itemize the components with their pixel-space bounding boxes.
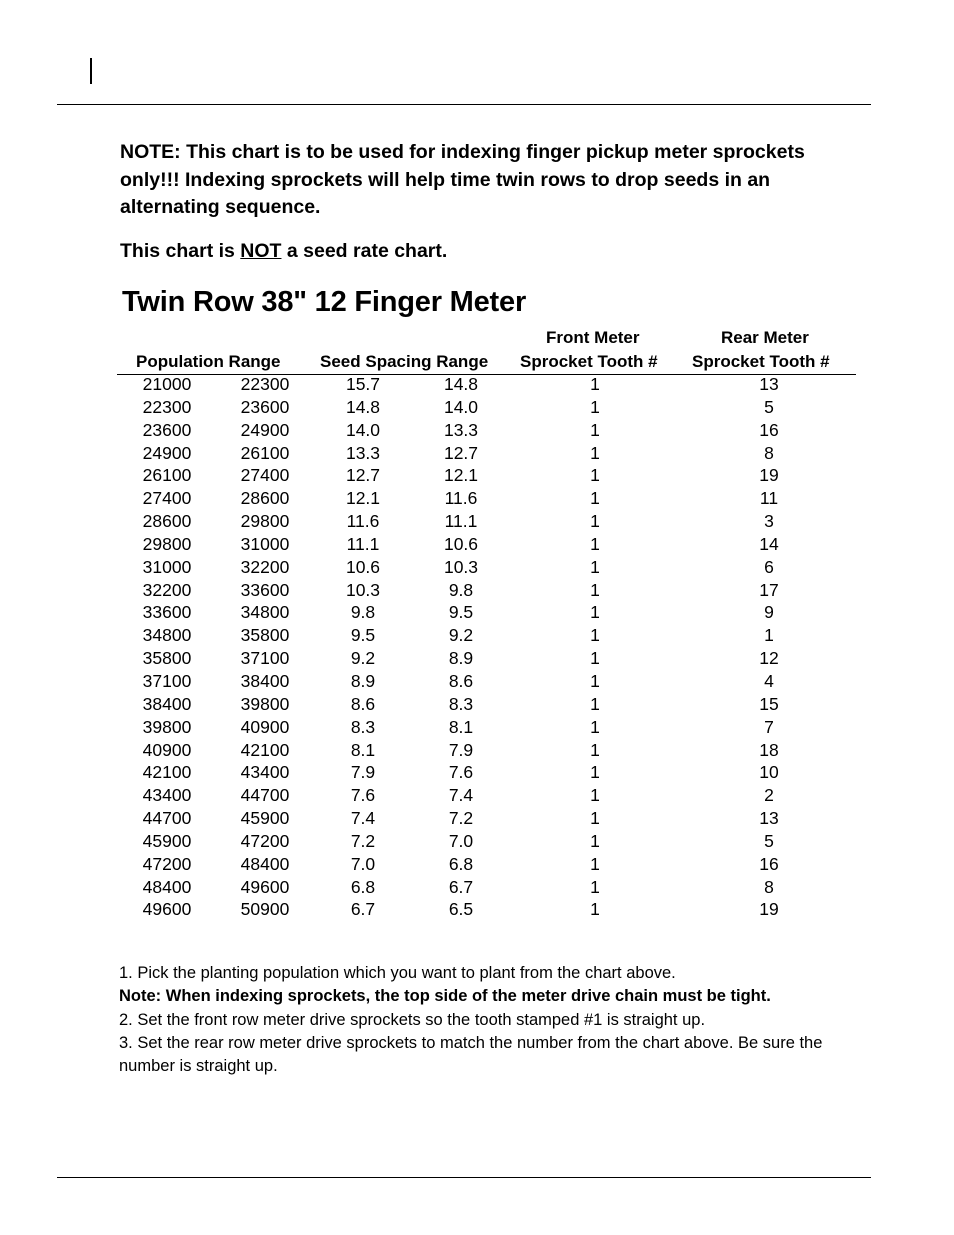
- spacing-from-cell: 8.9: [350, 670, 376, 691]
- front-sprocket-tooth-cell: 1: [590, 716, 600, 737]
- front-sprocket-tooth-cell: 1: [590, 602, 600, 623]
- rear-sprocket-tooth-cell: 12: [759, 648, 779, 669]
- population-from-cell: 49600: [142, 899, 192, 920]
- front-sprocket-tooth-cell: 1: [590, 556, 600, 577]
- header-front-sprocket: Sprocket Tooth #: [520, 352, 658, 371]
- spacing-to-cell: 6.8: [448, 853, 474, 874]
- population-from-cell: 33600: [142, 602, 192, 623]
- table-row: [0, 442, 954, 465]
- spacing-to-cell: 9.5: [448, 602, 474, 623]
- rear-sprocket-tooth-cell: 14: [759, 533, 779, 554]
- indexing-note: NOTE: This chart is to be used for indexing finger pickup meter sprockets only!!! Indexing sprockets will help time twin rows to drop seeds in an alternating sequence.: [120, 141, 805, 218]
- front-sprocket-tooth-cell: 1: [590, 762, 600, 783]
- table-row: [0, 670, 954, 693]
- spacing-to-cell: 11.1: [444, 511, 478, 532]
- table-row: [0, 373, 954, 396]
- spacing-from-cell: 11.1: [346, 533, 380, 554]
- spacing-from-cell: 9.8: [350, 602, 376, 623]
- not-seed-rate-note: [120, 240, 447, 263]
- front-sprocket-tooth-cell: 1: [590, 830, 600, 851]
- spacing-from-cell: 11.6: [346, 511, 380, 532]
- population-to-cell: 50900: [240, 899, 290, 920]
- front-sprocket-tooth-cell: 1: [590, 396, 600, 417]
- population-from-cell: 43400: [142, 785, 192, 806]
- header-population-range: Population Range: [136, 352, 281, 371]
- front-sprocket-tooth-cell: 1: [590, 419, 600, 440]
- table-row: [0, 739, 954, 762]
- header-front-meter: Front Meter: [546, 328, 640, 347]
- front-sprocket-tooth-cell: 1: [590, 374, 600, 394]
- spacing-to-cell: 7.2: [448, 808, 474, 829]
- header-rear-sprocket: Sprocket Tooth #: [692, 352, 830, 371]
- chart-title: Twin Row 38" 12 Finger Meter: [122, 286, 527, 318]
- spacing-to-cell: 12.7: [443, 442, 479, 463]
- table-row: [0, 807, 954, 830]
- spacing-from-cell: 12.7: [345, 465, 381, 486]
- rear-sprocket-tooth-cell: 19: [759, 899, 779, 920]
- population-to-cell: 37100: [240, 648, 290, 669]
- table-row: [0, 601, 954, 624]
- front-sprocket-tooth-cell: 1: [590, 808, 600, 829]
- population-to-cell: 39800: [240, 693, 290, 714]
- front-sprocket-tooth-cell: 1: [590, 648, 600, 669]
- rear-sprocket-tooth-cell: 8: [764, 442, 774, 463]
- population-to-cell: 33600: [240, 579, 290, 600]
- spacing-to-cell: 6.7: [448, 876, 474, 897]
- population-to-cell: 32200: [240, 556, 290, 577]
- rear-sprocket-tooth-cell: 3: [764, 511, 774, 532]
- front-sprocket-tooth-cell: 1: [590, 488, 600, 509]
- front-sprocket-tooth-cell: 1: [590, 579, 600, 600]
- spacing-to-cell: 13.3: [443, 419, 479, 440]
- header-rear-meter: Rear Meter: [721, 328, 809, 347]
- population-from-cell: 42100: [142, 762, 192, 783]
- rear-sprocket-tooth-cell: 16: [759, 853, 779, 874]
- spacing-to-cell: 12.1: [443, 465, 479, 486]
- front-sprocket-tooth-cell: 1: [590, 785, 600, 806]
- population-from-cell: 27400: [142, 488, 192, 509]
- population-to-cell: 42100: [240, 739, 290, 760]
- spacing-from-cell: 7.0: [350, 853, 376, 874]
- header-seed-spacing-range: Seed Spacing Range: [320, 352, 489, 371]
- spacing-to-cell: 8.9: [448, 648, 474, 669]
- sprocket-table-body: [0, 373, 954, 921]
- spacing-from-cell: 9.5: [350, 625, 376, 646]
- rear-sprocket-tooth-cell: 13: [759, 374, 779, 394]
- population-to-cell: 48400: [240, 853, 290, 874]
- front-sprocket-tooth-cell: 1: [590, 739, 600, 760]
- population-to-cell: 31000: [240, 533, 290, 554]
- front-sprocket-tooth-cell: 1: [590, 625, 600, 646]
- table-row: [0, 761, 954, 784]
- spacing-from-cell: 13.3: [345, 442, 381, 463]
- table-row: [0, 647, 954, 670]
- rear-sprocket-tooth-cell: 7: [764, 716, 774, 737]
- spacing-from-cell: 7.4: [350, 808, 376, 829]
- spacing-from-cell: 8.1: [350, 739, 376, 760]
- population-from-cell: 23600: [142, 419, 192, 440]
- front-sprocket-tooth-cell: 1: [590, 853, 600, 874]
- table-row: [0, 624, 954, 647]
- population-from-cell: 32200: [142, 579, 192, 600]
- spacing-to-cell: 7.6: [448, 762, 474, 783]
- spacing-to-cell: 14.8: [443, 374, 479, 394]
- population-from-cell: 26100: [142, 465, 192, 486]
- subnote-underlined: NOT: [240, 240, 282, 262]
- table-row: [0, 784, 954, 807]
- population-to-cell: 29800: [240, 511, 290, 532]
- population-from-cell: 40900: [142, 739, 192, 760]
- table-row: [0, 510, 954, 533]
- population-to-cell: 23600: [240, 396, 290, 417]
- front-sprocket-tooth-cell: 1: [590, 465, 600, 486]
- spacing-to-cell: 9.2: [448, 625, 474, 646]
- population-to-cell: 38400: [240, 670, 290, 691]
- spacing-from-cell: 7.6: [350, 785, 376, 806]
- subnote-after: a seed rate chart.: [281, 240, 448, 262]
- spacing-from-cell: 10.6: [345, 556, 381, 577]
- spacing-to-cell: 8.3: [448, 693, 474, 714]
- front-sprocket-tooth-cell: 1: [590, 533, 600, 554]
- spacing-from-cell: 12.1: [345, 488, 381, 509]
- front-sprocket-tooth-cell: 1: [590, 511, 600, 532]
- rear-sprocket-tooth-cell: 16: [759, 419, 779, 440]
- population-to-cell: 35800: [240, 625, 290, 646]
- population-from-cell: 22300: [142, 396, 192, 417]
- population-from-cell: 29800: [142, 533, 192, 554]
- spacing-from-cell: 6.7: [350, 899, 376, 920]
- table-row: [0, 693, 954, 716]
- spacing-from-cell: 7.2: [350, 830, 376, 851]
- spacing-to-cell: 8.6: [448, 670, 474, 691]
- table-row: [0, 419, 954, 442]
- spacing-to-cell: 9.8: [448, 579, 474, 600]
- spacing-from-cell: 14.8: [345, 396, 381, 417]
- population-from-cell: 31000: [142, 556, 192, 577]
- spacing-to-cell: 8.1: [448, 716, 474, 737]
- population-from-cell: 39800: [142, 716, 192, 737]
- population-to-cell: 43400: [240, 762, 290, 783]
- population-from-cell: 34800: [142, 625, 192, 646]
- table-row: [0, 876, 954, 899]
- spacing-from-cell: 14.0: [345, 419, 381, 440]
- header-rule: [57, 104, 871, 105]
- spacing-from-cell: 6.8: [350, 876, 376, 897]
- spacing-from-cell: 7.9: [350, 762, 376, 783]
- instruction-step-1: 1. Pick the planting population which you want to plant from the chart above.: [119, 964, 676, 982]
- rear-sprocket-tooth-cell: 2: [764, 785, 774, 806]
- footer-rule: [57, 1177, 871, 1178]
- population-from-cell: 44700: [142, 808, 192, 829]
- rear-sprocket-tooth-cell: 4: [764, 670, 774, 691]
- population-from-cell: 48400: [142, 876, 192, 897]
- rear-sprocket-tooth-cell: 18: [759, 739, 779, 760]
- rear-sprocket-tooth-cell: 19: [759, 465, 779, 486]
- population-to-cell: 27400: [240, 465, 290, 486]
- table-row: [0, 533, 954, 556]
- population-to-cell: 34800: [240, 602, 290, 623]
- population-to-cell: 26100: [240, 442, 290, 463]
- instruction-step-2: 2. Set the front row meter drive sprockets so the tooth stamped #1 is straight up.: [119, 1011, 706, 1029]
- spacing-to-cell: 14.0: [443, 396, 479, 417]
- population-to-cell: 47200: [240, 830, 290, 851]
- table-row: [0, 396, 954, 419]
- spacing-to-cell: 10.3: [443, 556, 479, 577]
- front-sprocket-tooth-cell: 1: [590, 876, 600, 897]
- rear-sprocket-tooth-cell: 5: [764, 830, 774, 851]
- table-row: [0, 830, 954, 853]
- spacing-to-cell: 7.0: [448, 830, 474, 851]
- table-row: [0, 853, 954, 876]
- table-row: [0, 487, 954, 510]
- spacing-to-cell: 11.6: [444, 488, 478, 509]
- rear-sprocket-tooth-cell: 8: [764, 876, 774, 897]
- rear-sprocket-tooth-cell: 6: [764, 556, 774, 577]
- population-from-cell: 24900: [142, 442, 192, 463]
- spacing-from-cell: 15.7: [345, 374, 381, 394]
- rear-sprocket-tooth-cell: 5: [764, 396, 774, 417]
- spacing-from-cell: 8.6: [350, 693, 376, 714]
- spacing-from-cell: 8.3: [350, 716, 376, 737]
- population-to-cell: 28600: [240, 488, 290, 509]
- spacing-to-cell: 10.6: [443, 533, 479, 554]
- population-to-cell: 45900: [240, 808, 290, 829]
- table-row: [0, 556, 954, 579]
- table-row: [0, 579, 954, 602]
- rear-sprocket-tooth-cell: 11: [759, 488, 779, 509]
- table-row: [0, 898, 954, 921]
- instruction-note: Note: When indexing sprockets, the top side of the meter drive chain must be tight.: [119, 987, 771, 1005]
- rear-sprocket-tooth-cell: 15: [759, 693, 779, 714]
- spacing-to-cell: 7.9: [448, 739, 474, 760]
- spacing-to-cell: 7.4: [448, 785, 474, 806]
- population-from-cell: 47200: [142, 853, 192, 874]
- population-to-cell: 44700: [240, 785, 290, 806]
- spacing-to-cell: 6.5: [448, 899, 474, 920]
- rear-sprocket-tooth-cell: 1: [764, 625, 774, 646]
- population-to-cell: 22300: [240, 374, 290, 394]
- rear-sprocket-tooth-cell: 17: [759, 579, 779, 600]
- front-sprocket-tooth-cell: 1: [590, 442, 600, 463]
- population-from-cell: 37100: [142, 670, 192, 691]
- population-from-cell: 21000: [142, 374, 192, 394]
- population-from-cell: 28600: [142, 511, 192, 532]
- subnote-before: This chart is: [120, 240, 241, 262]
- population-to-cell: 24900: [240, 419, 290, 440]
- margin-bar: [90, 58, 92, 84]
- population-from-cell: 45900: [142, 830, 192, 851]
- spacing-from-cell: 9.2: [350, 648, 376, 669]
- rear-sprocket-tooth-cell: 9: [764, 602, 774, 623]
- population-to-cell: 40900: [240, 716, 290, 737]
- table-row: [0, 716, 954, 739]
- population-from-cell: 38400: [142, 693, 192, 714]
- front-sprocket-tooth-cell: 1: [590, 899, 600, 920]
- front-sprocket-tooth-cell: 1: [590, 693, 600, 714]
- population-to-cell: 49600: [240, 876, 290, 897]
- instruction-step-3: 3. Set the rear row meter drive sprockets to match the number from the chart above. Be sure the number is straight up.: [119, 1034, 823, 1075]
- table-row: [0, 464, 954, 487]
- front-sprocket-tooth-cell: 1: [590, 670, 600, 691]
- rear-sprocket-tooth-cell: 13: [759, 808, 779, 829]
- rear-sprocket-tooth-cell: 10: [759, 762, 779, 783]
- population-from-cell: 35800: [142, 648, 192, 669]
- spacing-from-cell: 10.3: [345, 579, 381, 600]
